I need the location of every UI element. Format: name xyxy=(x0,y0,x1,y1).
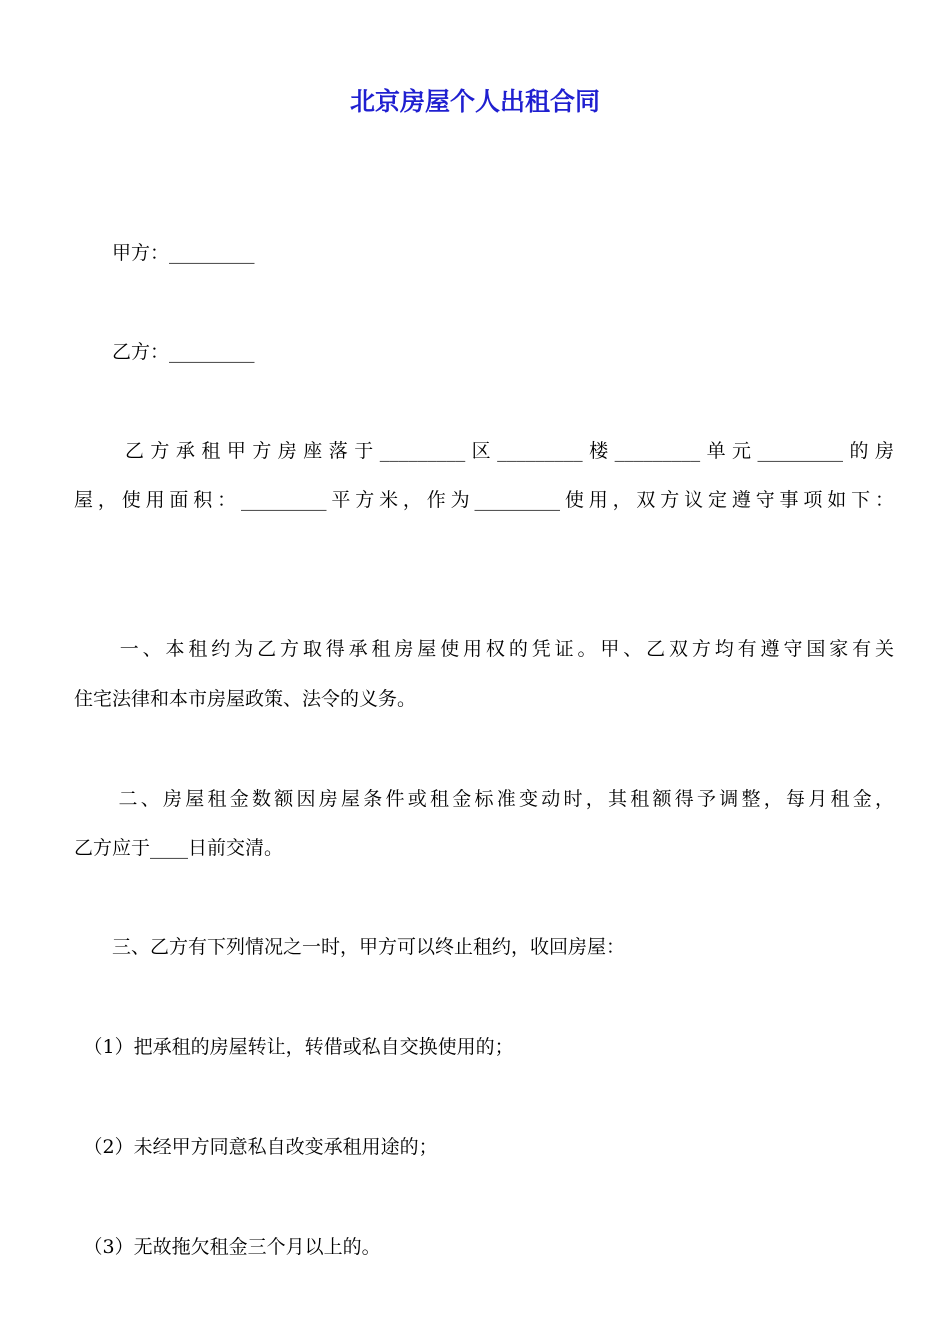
party-a-line: 甲方：_________ xyxy=(74,242,255,264)
party-b-line: 乙方：_________ xyxy=(74,341,255,363)
clause-3-heading: 三、乙方有下列情况之一时，甲方可以终止租约，收回房屋： xyxy=(74,936,626,958)
clause-1-line-1: 一、本租约为乙方取得承租房屋使用权的凭证。甲、乙双方均有遵守国家有关 xyxy=(74,638,894,660)
intro-line-1: 乙方承租甲方房座落于_________区_________楼_________单元_________的房 xyxy=(74,440,894,462)
clause-3-item-2: （2）未经甲方同意私自改变承租用途的； xyxy=(74,1136,438,1158)
clause-1-line-2: 住宅法律和本市房屋政策、法令的义务。 xyxy=(74,688,417,710)
clause-2-line-1: 二、房屋租金数额因房屋条件或租金标准变动时，其租额得予调整，每月租金， xyxy=(74,788,894,810)
clause-3-item-1: （1）把承租的房屋转让，转借或私自交换使用的； xyxy=(74,1036,514,1058)
document-title: 北京房屋个人出租合同 xyxy=(349,87,600,116)
clause-2-line-2: 乙方应于____日前交清。 xyxy=(74,837,284,859)
intro-line-2: 屋，使用面积：_________平方米，作为_________使用，双方议定遵守事项如下： xyxy=(74,489,894,511)
clause-3-item-3: （3）无故拖欠租金三个月以上的。 xyxy=(74,1236,381,1258)
